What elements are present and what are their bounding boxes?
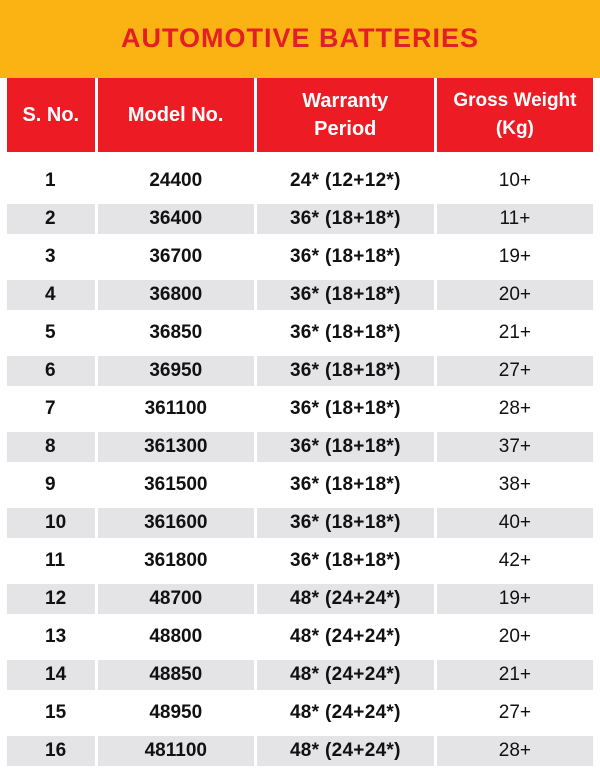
serial-no-cell: 8 <box>7 432 95 462</box>
warranty-period-cell: 24* (12+12*) <box>254 166 434 196</box>
model-no-cell: 36950 <box>95 356 254 386</box>
serial-no-cell: 6 <box>7 356 95 386</box>
table-header <box>7 78 593 152</box>
model-no-cell: 361800 <box>95 546 254 576</box>
table-row <box>7 694 593 732</box>
gross-weight-cell: 27+ <box>434 356 593 386</box>
model-no-cell: 48700 <box>95 584 254 614</box>
warranty-period-cell: 36* (18+18*) <box>254 394 434 424</box>
table-row <box>7 618 593 656</box>
serial-no-cell: 5 <box>45 322 56 343</box>
model-no-cell: 36800 <box>95 280 254 310</box>
table-row <box>7 390 593 428</box>
warranty-period-cell: 48* (24+24*) <box>254 736 434 766</box>
gross-weight-cell: 20+ <box>434 280 593 310</box>
warranty-period-cell: 36* (18+18*) <box>254 318 434 348</box>
table-row <box>7 466 593 504</box>
table-body <box>7 162 593 770</box>
table-row <box>7 504 593 542</box>
gross-weight-cell: 21+ <box>434 660 593 690</box>
gross-weight-cell: 19+ <box>434 242 593 272</box>
serial-no-cell: 12 <box>7 584 95 614</box>
serial-no-cell: 11 <box>45 550 66 571</box>
gross-weight-cell: 10+ <box>434 166 593 196</box>
warranty-period-cell: 36* (18+18*) <box>254 432 434 462</box>
gross-weight-cell: 37+ <box>434 432 593 462</box>
column-header-gross-weight: Gross Weight (Kg) <box>434 78 593 152</box>
model-no-cell: 361300 <box>95 432 254 462</box>
table-row <box>7 352 593 390</box>
gross-weight-cell: 11+ <box>434 204 593 234</box>
warranty-period-cell: 36* (18+18*) <box>254 470 434 500</box>
model-no-cell: 361100 <box>95 394 254 424</box>
column-header-model-no: Model No. <box>95 78 254 152</box>
model-no-cell: 361500 <box>95 470 254 500</box>
warranty-period-cell: 48* (24+24*) <box>254 584 434 614</box>
serial-no-cell: 2 <box>7 204 95 234</box>
serial-no-cell: 9 <box>45 474 56 495</box>
serial-no-cell: 13 <box>45 626 67 647</box>
table-row <box>7 200 593 238</box>
gross-weight-cell: 19+ <box>434 584 593 614</box>
gross-weight-cell: 27+ <box>434 698 593 728</box>
warranty-period-cell: 36* (18+18*) <box>254 356 434 386</box>
gross-weight-cell: 21+ <box>434 318 593 348</box>
model-no-cell: 48800 <box>95 622 254 652</box>
gross-weight-cell: 42+ <box>434 546 593 576</box>
table-row <box>7 238 593 276</box>
model-no-cell: 36850 <box>95 318 254 348</box>
table-row <box>7 542 593 580</box>
serial-no-cell: 4 <box>7 280 95 310</box>
warranty-period-cell: 48* (24+24*) <box>254 698 434 728</box>
model-no-cell: 481100 <box>95 736 254 766</box>
gross-weight-cell: 28+ <box>434 736 593 766</box>
gross-weight-cell: 28+ <box>434 394 593 424</box>
serial-no-cell: 3 <box>45 246 56 267</box>
warranty-period-cell: 36* (18+18*) <box>254 280 434 310</box>
table-row <box>7 732 593 770</box>
gross-weight-cell: 38+ <box>434 470 593 500</box>
warranty-period-cell: 48* (24+24*) <box>254 660 434 690</box>
table-row <box>7 580 593 618</box>
column-header-serial-no: S. No. <box>7 78 95 152</box>
model-no-cell: 24400 <box>95 166 254 196</box>
gross-weight-cell: 40+ <box>434 508 593 538</box>
table-row <box>7 162 593 200</box>
page-title: AUTOMOTIVE BATTERIES <box>120 22 479 53</box>
warranty-period-cell: 36* (18+18*) <box>254 508 434 538</box>
serial-no-cell: 16 <box>7 736 95 766</box>
serial-no-cell: 1 <box>45 170 56 191</box>
model-no-cell: 48850 <box>95 660 254 690</box>
table-row <box>7 314 593 352</box>
table-row <box>7 428 593 466</box>
warranty-period-cell: 48* (24+24*) <box>254 622 434 652</box>
warranty-period-cell: 36* (18+18*) <box>254 546 434 576</box>
table-row <box>7 276 593 314</box>
serial-no-cell: 15 <box>45 702 67 723</box>
column-header-warranty-period: Warranty Period <box>254 78 434 152</box>
gross-weight-cell: 20+ <box>434 622 593 652</box>
serial-no-cell: 10 <box>7 508 95 538</box>
model-no-cell: 36700 <box>95 242 254 272</box>
model-no-cell: 361600 <box>95 508 254 538</box>
serial-no-cell: 7 <box>45 398 56 419</box>
warranty-period-cell: 36* (18+18*) <box>254 204 434 234</box>
model-no-cell: 36400 <box>95 204 254 234</box>
model-no-cell: 48950 <box>95 698 254 728</box>
title-banner <box>0 0 600 78</box>
warranty-period-cell: 36* (18+18*) <box>254 242 434 272</box>
serial-no-cell: 14 <box>7 660 95 690</box>
table-row <box>7 656 593 694</box>
